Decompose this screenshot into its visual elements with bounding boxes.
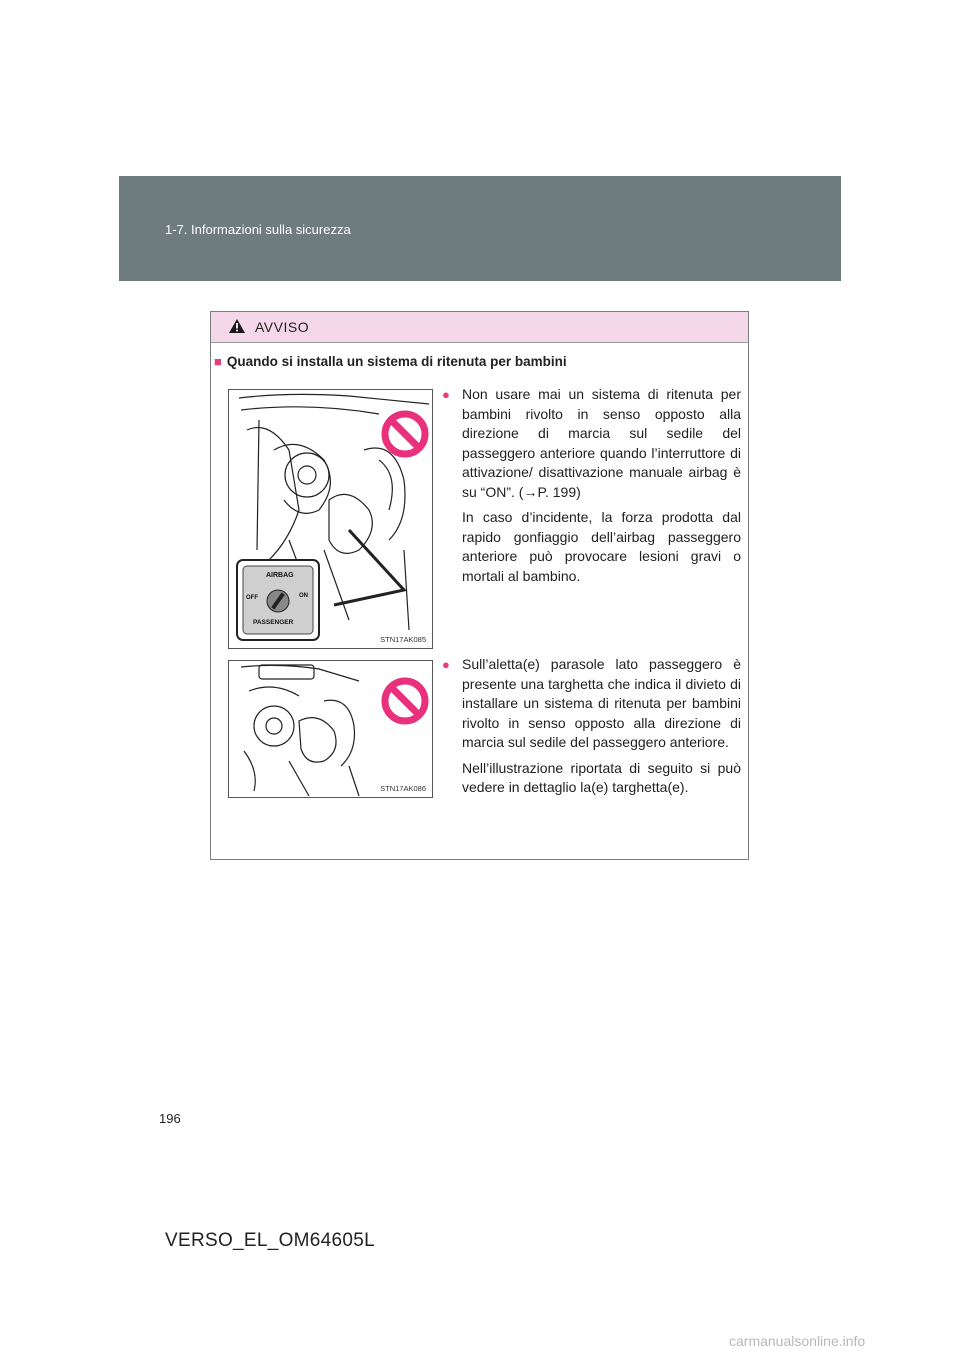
warning-item-2-para-1: ● Sull’aletta(e) parasole lato passeggero è presente una targhetta che indica il divieto di installare un sistema di ritenuta per bambini rivolto in senso opposto alla direzione di marcia sul sedile del passeggero anteriore. [442,656,741,750]
airbag-switch-panel [237,560,319,640]
bullet-dot-icon: ● [442,657,450,672]
warning-item-1-para-2: In caso d’incidente, la forza prodotta dal rapido gonfiaggio dell’airbag passeggero anteriore può provocare lesioni gravi o mortali al bambino. [462,509,741,584]
switch-on-label: ON [299,593,308,599]
section-title: 1-7. Informazioni sulla sicurezza [165,222,351,237]
airbag-figure-2 [228,660,433,798]
prohibition-icon [385,681,425,721]
bullet-dot-icon: ● [442,387,450,402]
warning-item-1-para-1: ● Non usare mai un sistema di ritenuta per bambini rivolto in senso opposto alla direzione di marcia sul sedile del passeggero anteriore quando l’interruttore di attivazione/ disattivazione manuale airbag è su “ON”. (→P. 199) [442,386,741,500]
warning-triangle-icon [228,318,246,334]
warning-heading [214,354,567,369]
car-interior-illustration-2 [229,661,433,798]
document-code: VERSO_EL_OM64605L [165,1230,375,1251]
warning-item-2 [442,655,741,804]
car-interior-illustration-1 [229,390,433,649]
page-number: 196 [159,1111,181,1126]
switch-passenger-label: PASSENGER [253,619,294,626]
heading-text: Quando si installa un sistema di ritenuta per bambini [226,354,567,369]
prohibition-icon [385,414,425,454]
switch-airbag-label: AIRBAG [266,572,294,579]
warning-box [210,311,749,860]
switch-off-label: OFF [246,595,258,601]
square-bullet-icon: ■ [214,354,222,369]
warning-item-2-para-2: Nell’illustrazione riportata di seguito si può vedere in dettaglio la(e) targhetta(e). [462,759,741,795]
warning-label: AVVISO [255,319,310,335]
warning-item-1 [442,385,741,592]
airbag-figure-1 [228,389,433,649]
figure-code-1: STN17AK085 [380,635,426,644]
watermark: carmanualsonline.info [729,1333,866,1349]
figure-code-2: STN17AK086 [380,784,426,793]
warning-header [211,312,748,343]
